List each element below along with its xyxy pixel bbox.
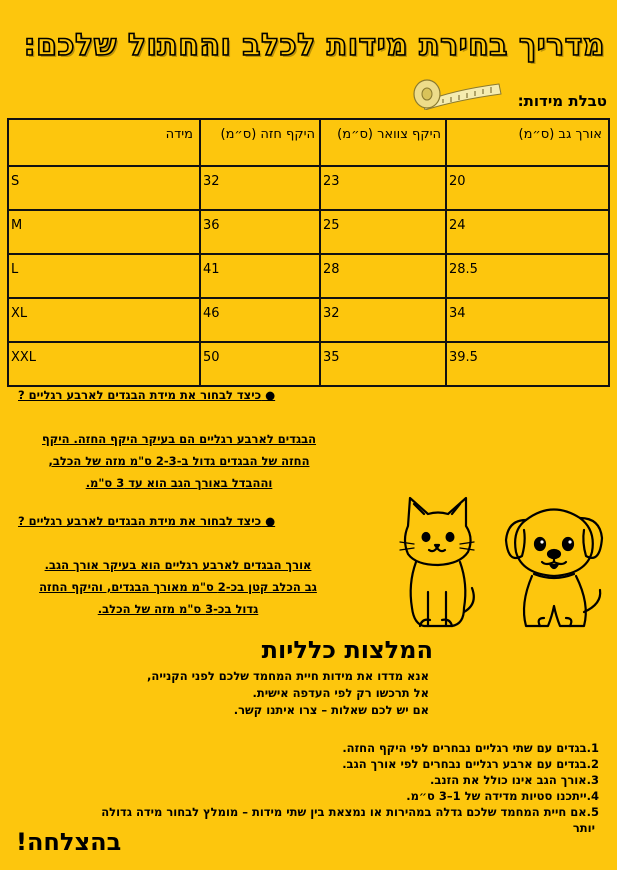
list-item: 1.בגדים עם שתי רגליים נבחרים לפי היקף החזה. (342, 741, 599, 755)
table-cell: XL (8, 298, 200, 342)
puppy-illustration (500, 494, 608, 634)
list-item: 4.ייתכנו סטיות מדידה של 1–3 ס״מ. (406, 789, 599, 803)
table-row (8, 342, 609, 386)
table-cell: 23 (320, 166, 446, 210)
table-row (8, 210, 609, 254)
two-legs-question: ● כיצד לבחור את מידת הבגדים לארבע רגליים ? (18, 388, 276, 402)
table-cell: S (8, 166, 200, 210)
table-cell: 46 (200, 298, 320, 342)
closing-text: בהצלחה! (16, 828, 122, 856)
recommendations-title: המלצות כלליות (261, 636, 433, 664)
list-item: 3.אורך הגב אינו כולל את הזנב. (430, 773, 599, 787)
intro-line: אם יש לכם שאלות – צרו איתנו קשר. (233, 703, 429, 717)
paragraph-line: גב הכלב קטן בכ-2 ס"מ מאורך הבגדים, והיקף החזה (39, 580, 317, 594)
paragraph-line: החזה של הבגדים גדול ב-2-3 ס"מ מזה של הכלב, (48, 454, 310, 468)
recommendations-intro (147, 668, 429, 719)
table-cell: L (8, 254, 200, 298)
measuring-tape-icon (413, 72, 505, 110)
header-cell-neck: היקף צוואר (ס״מ) (320, 119, 446, 166)
page-title: מדריך בחירת מידות לכלב והחתול שלכם: (23, 28, 605, 63)
two-legs-paragraph (14, 428, 344, 494)
table-cell: 35 (320, 342, 446, 386)
table-row (8, 298, 609, 342)
kitten-illustration (394, 492, 478, 632)
header-cell-back: אורך גב (ס״מ) (446, 119, 609, 166)
table-cell: 50 (200, 342, 320, 386)
bullet-icon: ● (261, 388, 276, 402)
intro-line: אל תרכשו רק לפי העדפה אישית. (252, 686, 429, 700)
list-item: 2.בגדים עם ארבע רגליים נבחרים לפי אורך הגב. (342, 757, 599, 771)
table-row (8, 166, 609, 210)
table-cell: 25 (320, 210, 446, 254)
header-cell-chest: היקף חזה (ס״מ) (200, 119, 320, 166)
list-item: 5.אם חיית המחמד שלכם גדלה במהירות או נמצאת בין שתי מידות – מומלץ לבחור מידה גדולה (101, 805, 599, 819)
intro-line: אנא מדדו את מידות חיית המחמד שלכם לפני הקנייה, (147, 669, 429, 683)
table-cell: 24 (446, 210, 609, 254)
table-cell: 34 (446, 298, 609, 342)
table-cell: 39.5 (446, 342, 609, 386)
size-table (7, 118, 610, 387)
table-row (8, 254, 609, 298)
table-cell: 36 (200, 210, 320, 254)
table-cell: 28 (320, 254, 446, 298)
paragraph-line: הבגדים לארבע רגליים הם בעיקר היקף החזה. היקף (41, 432, 317, 446)
four-legs-question: ● כיצד לבחור את מידת הבגדים לארבע רגליים ? (18, 514, 276, 528)
table-header-row (8, 119, 609, 166)
tips-list (39, 740, 599, 836)
table-cell: 32 (200, 166, 320, 210)
bullet-icon: ● (261, 514, 276, 528)
list-item: יותר (572, 821, 595, 835)
paragraph-line: אורך הבגדים לארבע רגליים הוא בעיקר אורך הגב. (44, 558, 312, 572)
table-cell: 20 (446, 166, 609, 210)
table-cell: M (8, 210, 200, 254)
paragraph-line: גדול בכ-3 ס"מ מזה של הכלב. (97, 602, 259, 616)
paragraph-line: וההבדל באורך הגב הוא עד 3 ס"מ. (85, 476, 273, 490)
table-cell: 41 (200, 254, 320, 298)
table-cell: 32 (320, 298, 446, 342)
header-cell-size: מידה (8, 119, 200, 166)
table-cell: XXL (8, 342, 200, 386)
four-legs-paragraph (8, 554, 348, 620)
size-table-label: טבלת מידות: (517, 92, 607, 110)
table-cell: 28.5 (446, 254, 609, 298)
